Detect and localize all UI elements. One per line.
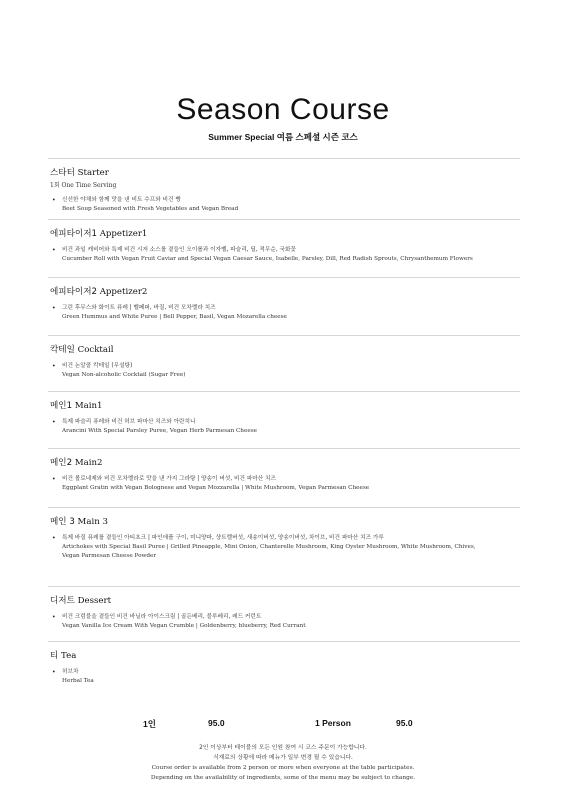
menu-item-en: Artichokes with Special Basil Puree | Grilled Pineapple, Mini Onion, Chanterelle Mushroom, King Oyster Mushroom, White Mushroom, Chives, [62,544,476,550]
section-title-ko: 디저트 [50,596,75,606]
menu-item [50,246,518,264]
footer-note-ko-2: 식재료의 상황에 따라 메뉴가 일부 변경 될 수 있습니다. [213,755,353,761]
page-title: Season Course [176,93,390,126]
section-title [50,168,518,179]
menu-item-en: Beet Soup Seasoned with Fresh Vegetables and Vegan Bread [62,206,239,212]
section-title [50,517,518,528]
menu-section [48,448,520,507]
menu-item-ko: 허브차 [62,669,79,675]
menu-item [50,304,518,322]
page-subtitle: Summer Special 여름 스페셜 시즌 코스 [208,132,358,142]
section-title [50,401,518,412]
section-title [50,229,518,240]
menu-item-en: Vegan Parmesan Cheese Powder [62,553,157,559]
menu-item-ko: 그린 후무스와 화이트 퓨레 | 벨페퍼, 바질, 비건 모차렐라 치즈 [62,305,216,311]
bullet-icon: • [52,197,56,204]
price-label-ko: 1인 [143,719,156,729]
menu-item-en: Herbal Tea [62,678,94,684]
section-title [50,596,518,607]
section-title-ko: 스타터 [50,168,75,178]
section-title [50,287,518,298]
section-title-en: Dessert [77,596,112,606]
section-title-en: Tea [61,651,77,661]
footer-note-en-1: Course order is available from 2 person or more when everyone at the table participates. [151,765,415,771]
section-title-ko: 칵테일 [50,345,75,355]
menu-item [50,418,518,436]
menu-item-ko: 신선한 야채와 함께 맛을 낸 비트 수프와 비건 빵 [62,197,181,203]
bullet-icon: • [52,363,56,370]
price-row [0,718,566,730]
section-title-en: Main2 [74,458,103,468]
menu-item [50,475,518,493]
menu-item-ko: 비건 과일 캐비어와 특제 비건 시저 소스를 곁들인 오이롤과 이자벨, 파슬리, 딜, 적무순, 국화꽃 [62,247,297,253]
footer-notes [0,743,566,783]
section-title-en: Cocktail [77,345,114,355]
menu-item-en: Vegan Vanilla Ice Cream With Vegan Crumble | Goldenberry, blueberry, Red Currant [62,623,306,629]
menu-item-ko: 비건 볼로네제와 비건 모차렐라로 맛을 낸 가지 그라탕 | 양송이 버섯, 비건 파마산 치즈 [62,476,277,482]
menu-section [48,507,520,586]
menu-section [48,277,520,335]
menu-item-ko: 특제 파슬리 퓨레와 비건 허브 파마산 치즈와 아란치니 [62,419,196,425]
menu-item-ko: 비건 논알콜 칵테일 (무설탕) [62,363,133,369]
bullet-icon: • [52,614,56,621]
bullet-icon: • [52,669,56,676]
menu-section [48,641,520,686]
bullet-icon: • [52,476,56,483]
section-title [50,345,518,356]
menu-item [50,362,518,380]
section-title-ko: 메인1 [50,401,73,411]
menu-section [48,158,520,219]
footer-note-ko-1: 2인 이상부터 테이블의 모든 인원 참여 시 코스 주문이 가능합니다. [199,745,367,751]
menu-section [48,586,520,641]
price-label-en: 1 Person [315,718,351,728]
section-title-en: Starter [77,168,109,178]
section-title-ko: 에피타이저1 [50,229,97,239]
menu-item-ko: 특제 바질 퓨레를 곁들인 아티초크 | 파인애플 구이, 미니양파, 샹트렐버섯, 새송이버섯, 양송이버섯, 차이브, 비건 파마산 치즈 가루 [62,535,384,541]
bullet-icon: • [52,305,56,312]
menu-item [50,668,518,686]
menu-item-ko: 비건 크럼블을 곁들인 비건 바닐라 아이스크림 | 골든베리, 블루베리, 레드 커런트 [62,614,262,620]
price-value-ko: 95.0 [208,718,225,728]
section-title-en: Main 3 [77,517,108,527]
section-title-ko: 메인2 [50,458,73,468]
menu-section [48,219,520,277]
menu-item [50,196,518,214]
section-title-en: Appetizer1 [99,229,148,239]
section-note: 1회 One Time Serving [50,182,117,189]
section-title-ko: 에피타이저2 [50,287,97,297]
bullet-icon: • [52,247,56,254]
bullet-icon: • [52,535,56,542]
bullet-icon: • [52,419,56,426]
menu-item [50,613,518,631]
footer-note-en-2: Depending on the availability of ingredients, some of the menu may be subject to change. [150,775,416,781]
menu-item-en: Green Hummus and White Puree | Bell Pepper, Basil, Vegan Mozarella cheese [62,314,287,320]
section-title [50,651,518,662]
section-title-en: Main1 [74,401,103,411]
section-title-en: Appetizer2 [99,287,148,297]
menu-item [50,534,518,561]
menu-item-en: Vegan Non-alcoholic Cocktail (Sugar Free) [62,372,186,378]
menu-section [48,335,520,391]
course-sections [48,158,520,686]
section-title-ko: 티 [50,651,59,661]
menu-item-en: Cucumber Roll with Vegan Fruit Caviar and Special Vegan Caesar Sauce, Isabelle, Parsley, Dill, Red Radish Sprouts, Chrysanthemum Flowers [62,256,473,262]
section-title [50,458,518,469]
menu-item-en: Arancini With Special Parsley Puree, Vegan Herb Parmesan Cheese [62,428,257,434]
menu-section [48,391,520,448]
section-title-ko: 메인 3 [50,517,75,527]
price-value-en: 95.0 [396,718,413,728]
menu-item-en: Eggplant Gratin with Vegan Bolognese and Vegan Mozzarella | White Mushroom, Vegan Parmesan Cheese [62,485,370,491]
